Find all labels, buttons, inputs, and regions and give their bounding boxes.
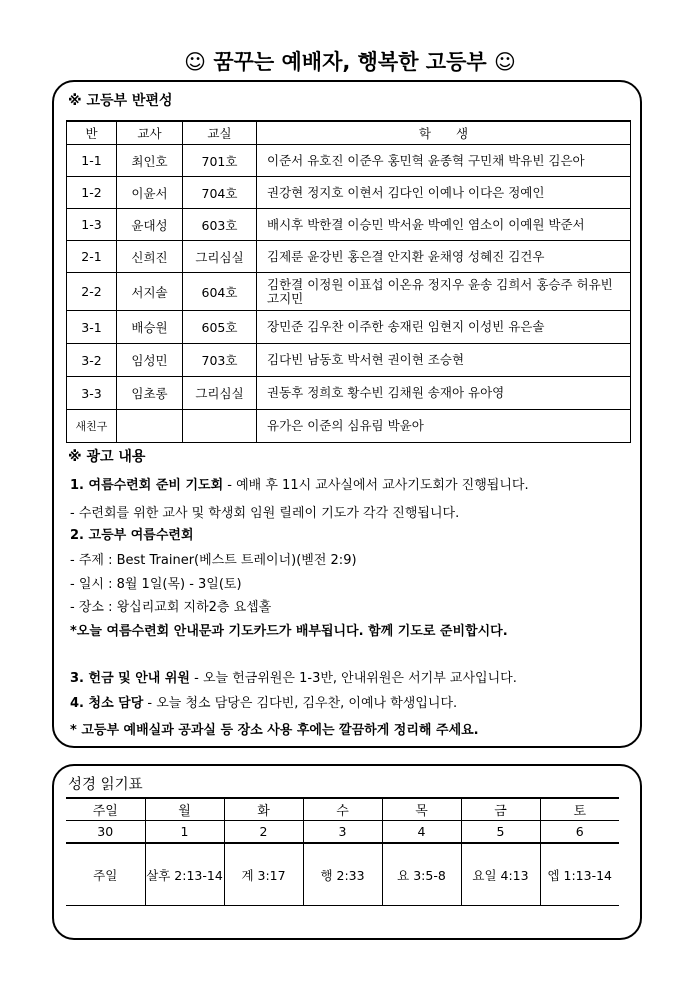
ban-cell: 새친구 (67, 410, 117, 443)
bible-reading-table (66, 797, 619, 906)
table-header-row (67, 121, 631, 145)
column-header-teacher: 교사 (117, 121, 183, 145)
table-row (67, 410, 631, 443)
announcement-item-4-text: - 오늘 청소 담당은 김다빈, 김우찬, 이예나 학생입니다. (143, 696, 458, 711)
date-cell: 6 (540, 821, 619, 844)
announcement-item-3-text: - 오늘 헌금위원은 1-3반, 안내위원은 서기부 교사입니다. (190, 671, 517, 686)
table-row (67, 145, 631, 177)
day-cell: 금 (461, 798, 540, 821)
room-cell: 그리심실 (183, 377, 257, 410)
students-cell: 김한결 이정원 이표섭 이온유 정지우 윤송 김희서 홍승주 허유빈 고지민 (257, 273, 631, 311)
class-table (66, 120, 631, 443)
table-row (67, 344, 631, 377)
room-cell: 603호 (183, 209, 257, 241)
ban-cell: 3-3 (67, 377, 117, 410)
column-header-room: 교실 (183, 121, 257, 145)
announcement-item-1-text: - 예배 후 11시 교사실에서 교사기도회가 진행됩니다. (223, 478, 529, 493)
room-cell: 604호 (183, 273, 257, 311)
retreat-place: - 장소 : 왕십리교회 지하2층 요셉홀 (70, 600, 272, 615)
table-row (67, 311, 631, 344)
ban-cell: 1-2 (67, 177, 117, 209)
announcement-item-3-title: 3. 헌금 및 안내 위원 (70, 671, 190, 686)
day-cell: 주일 (66, 798, 145, 821)
bible-plan-heading: 성경 읽기표 (68, 777, 143, 793)
students-cell: 권강현 정지호 이현서 김다인 이예나 이다은 정예인 (257, 177, 631, 209)
column-header-ban: 반 (67, 121, 117, 145)
date-cell: 30 (66, 821, 145, 844)
ban-cell: 1-1 (67, 145, 117, 177)
day-cell: 목 (382, 798, 461, 821)
students-cell: 권동후 정희호 황수빈 김채원 송재아 유아영 (257, 377, 631, 410)
students-cell: 김제룬 윤강빈 홍은결 안지환 윤채영 성혜진 김건우 (257, 241, 631, 273)
reading-cell: 요일 4:13 (461, 843, 540, 906)
date-cell: 5 (461, 821, 540, 844)
room-cell: 그리심실 (183, 241, 257, 273)
room-cell: 704호 (183, 177, 257, 209)
announcement-heading: ※ 광고 내용 (68, 449, 146, 465)
room-cell: 701호 (183, 145, 257, 177)
ban-cell: 3-1 (67, 311, 117, 344)
teacher-cell (117, 410, 183, 443)
table-row (67, 377, 631, 410)
room-cell: 605호 (183, 311, 257, 344)
day-cell: 월 (145, 798, 224, 821)
retreat-theme: - 주제 : Best Trainer(베스트 트레이너)(벧전 2:9) (70, 553, 357, 568)
page-title: ☺ 꿈꾸는 예배자, 행복한 고등부 ☺ (184, 50, 516, 74)
table-row (67, 209, 631, 241)
date-cell: 4 (382, 821, 461, 844)
teacher-cell: 임초롱 (117, 377, 183, 410)
table-row (67, 241, 631, 273)
readings-row (66, 843, 619, 906)
students-cell: 배시후 박한결 이승민 박서윤 박예인 염소이 이예원 박준서 (257, 209, 631, 241)
date-cell: 2 (224, 821, 303, 844)
announcement-item-4-title: 4. 청소 담당 (70, 696, 144, 711)
reading-cell: 엡 1:13-14 (540, 843, 619, 906)
students-cell: 김다빈 남동호 박서현 권이현 조승현 (257, 344, 631, 377)
reading-cell: 살후 2:13-14 (145, 843, 224, 906)
column-header-students: 학 생 (257, 121, 631, 145)
teacher-cell: 윤대성 (117, 209, 183, 241)
teacher-cell: 배승원 (117, 311, 183, 344)
teacher-cell: 임성민 (117, 344, 183, 377)
room-cell: 703호 (183, 344, 257, 377)
date-cell: 1 (145, 821, 224, 844)
date-cell: 3 (303, 821, 382, 844)
day-cell: 토 (540, 798, 619, 821)
cleanup-note-text: * 고등부 예배실과 공과실 등 장소 사용 후에는 깔끔하게 정리해 주세요. (70, 723, 479, 738)
announcement-item-1 (70, 474, 640, 493)
reading-cell: 주일 (66, 843, 145, 906)
ban-cell: 3-2 (67, 344, 117, 377)
students-cell: 이준서 유호진 이준우 홍민혁 윤종혁 구민채 박유빈 김은아 (257, 145, 631, 177)
retreat-date: - 일시 : 8월 1일(목) - 3일(토) (70, 577, 242, 592)
cleanup-note (70, 719, 640, 738)
reading-cell: 행 2:33 (303, 843, 382, 906)
room-cell (183, 410, 257, 443)
reading-cell: 계 3:17 (224, 843, 303, 906)
announcement-item-3 (70, 667, 640, 686)
announcement-item-4 (70, 692, 640, 711)
teacher-cell: 이윤서 (117, 177, 183, 209)
retreat-note (70, 620, 640, 639)
announcement-item-1-title: 1. 여름수련회 준비 기도회 (70, 478, 224, 493)
announcement-item-2 (70, 524, 640, 543)
class-section-heading: ※ 고등부 반편성 (68, 93, 173, 109)
announcement-item-2-title: 2. 고등부 여름수련회 (70, 528, 194, 543)
day-cell: 수 (303, 798, 382, 821)
teacher-cell: 최인호 (117, 145, 183, 177)
table-row (67, 273, 631, 311)
days-row (66, 798, 619, 821)
day-cell: 화 (224, 798, 303, 821)
retreat-note-text: *오늘 여름수련회 안내문과 기도카드가 배부됩니다. 함께 기도로 준비합시다. (70, 624, 508, 639)
students-cell: 장민준 김우찬 이주한 송재린 임현지 이성빈 유은솔 (257, 311, 631, 344)
ban-cell: 2-2 (67, 273, 117, 311)
ban-cell: 2-1 (67, 241, 117, 273)
table-row (67, 177, 631, 209)
reading-cell: 요 3:5-8 (382, 843, 461, 906)
teacher-cell: 신희진 (117, 241, 183, 273)
dates-row (66, 821, 619, 844)
teacher-cell: 서지솔 (117, 273, 183, 311)
students-cell: 유가은 이준의 심유림 박윤아 (257, 410, 631, 443)
announcement-item-1-sub: - 수련회를 위한 교사 및 학생회 임원 릴레이 기도가 각각 진행됩니다. (70, 506, 460, 521)
ban-cell: 1-3 (67, 209, 117, 241)
